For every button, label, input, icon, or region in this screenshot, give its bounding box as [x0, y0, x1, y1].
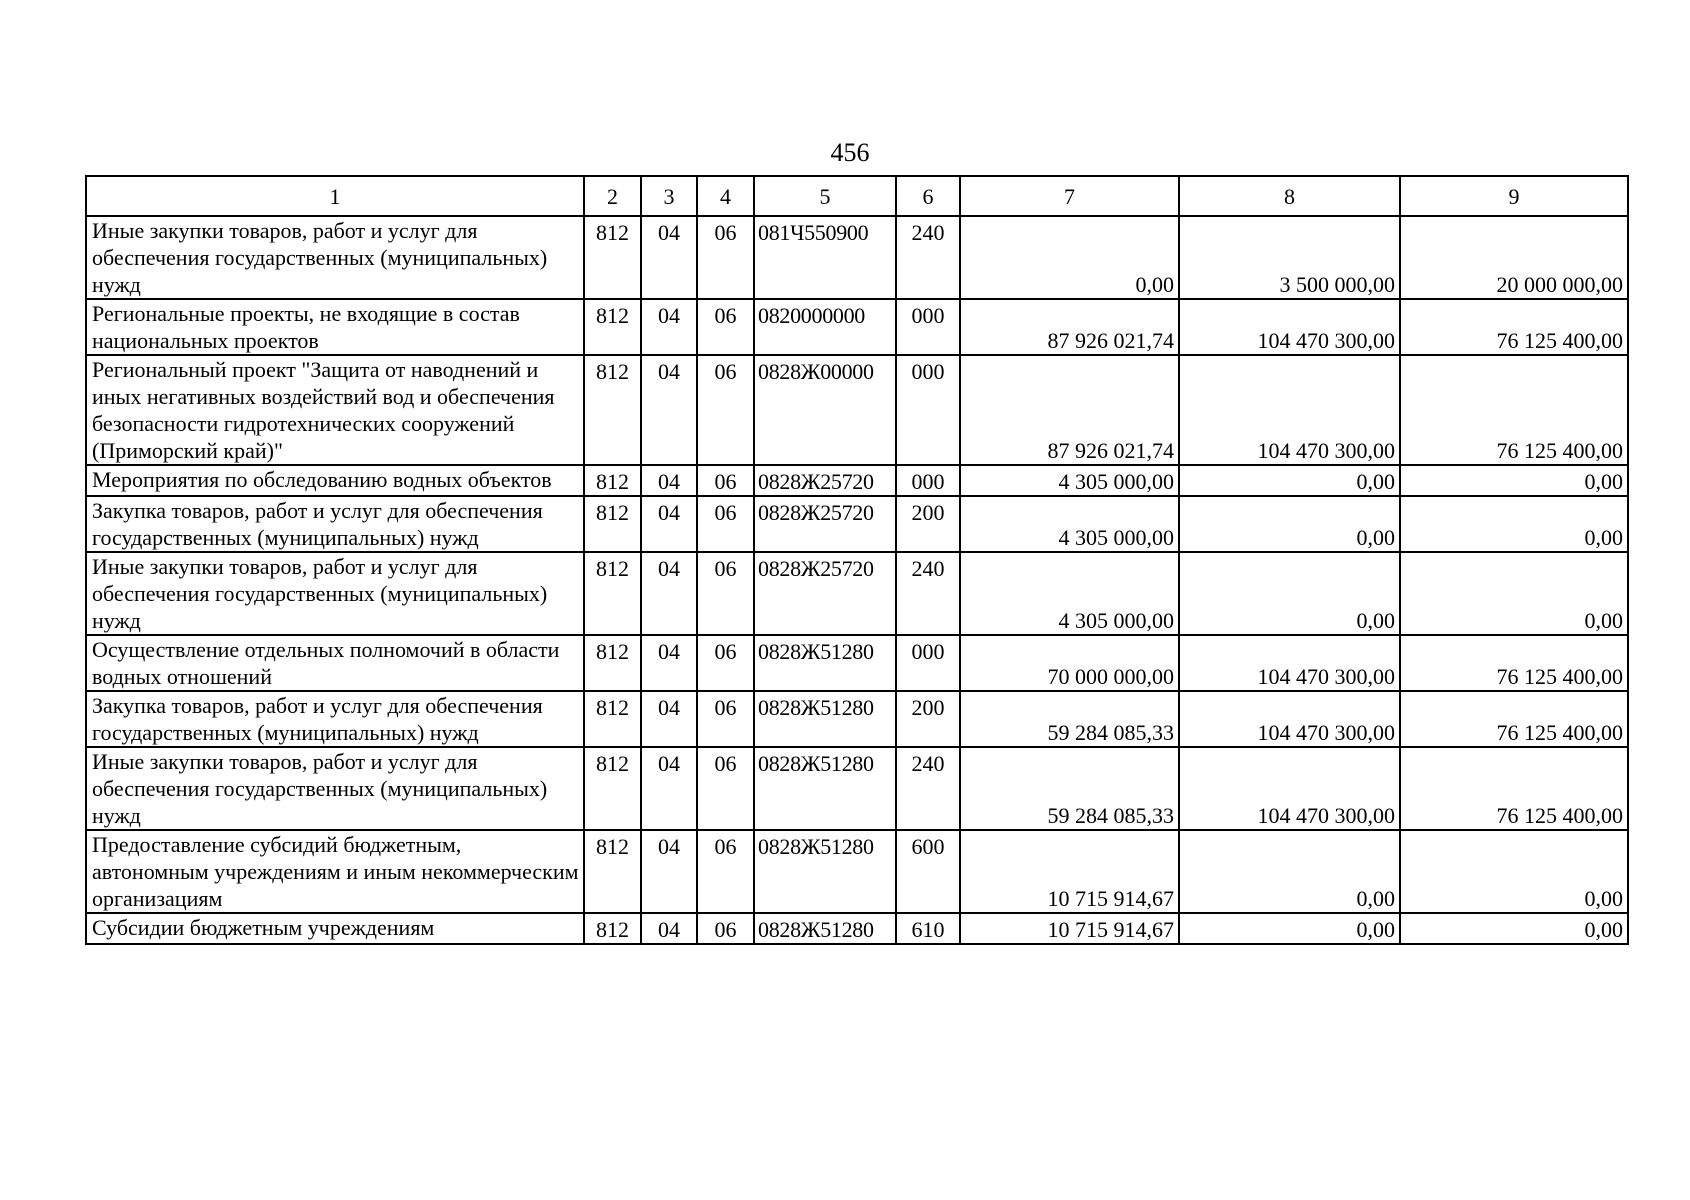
expense-name: Региональные проекты, не входящие в состав национальных проектов	[86, 299, 584, 355]
table-header	[86, 176, 1628, 216]
subsection-code: 06	[697, 496, 754, 552]
table-row	[86, 830, 1628, 913]
expense-type-code: 000	[896, 355, 960, 465]
target-article-code: 0828Ж25720	[754, 552, 896, 635]
column-header: 2	[584, 176, 641, 216]
expense-type-code: 000	[896, 299, 960, 355]
amount-year-1: 4 305 000,00	[960, 465, 1179, 496]
amount-year-1: 10 715 914,67	[960, 913, 1179, 944]
expense-type-code: 240	[896, 216, 960, 299]
expense-name: Мероприятия по обследованию водных объектов	[86, 465, 584, 496]
target-article-code: 0828Ж25720	[754, 496, 896, 552]
table-row	[86, 355, 1628, 465]
ministry-code: 812	[584, 830, 641, 913]
target-article-code: 081Ч550900	[754, 216, 896, 299]
expense-type-code: 000	[896, 635, 960, 691]
expense-name: Иные закупки товаров, работ и услуг для обеспечения государственных (муниципальных) нужд	[86, 552, 584, 635]
subsection-code: 06	[697, 913, 754, 944]
ministry-code: 812	[584, 552, 641, 635]
section-code: 04	[641, 465, 697, 496]
table-row	[86, 747, 1628, 830]
ministry-code: 812	[584, 913, 641, 944]
budget-table	[85, 175, 1629, 945]
amount-year-1: 59 284 085,33	[960, 691, 1179, 747]
expense-name: Осуществление отдельных полномочий в области водных отношений	[86, 635, 584, 691]
table-body	[86, 216, 1628, 944]
table-row	[86, 635, 1628, 691]
amount-year-1: 59 284 085,33	[960, 747, 1179, 830]
ministry-code: 812	[584, 635, 641, 691]
ministry-code: 812	[584, 496, 641, 552]
amount-year-2: 0,00	[1179, 830, 1400, 913]
section-code: 04	[641, 830, 697, 913]
expense-name: Закупка товаров, работ и услуг для обеспечения государственных (муниципальных) нужд	[86, 691, 584, 747]
amount-year-1: 0,00	[960, 216, 1179, 299]
expense-name: Предоставление субсидий бюджетным, автономным учреждениям и иным некоммерческим организациям	[86, 830, 584, 913]
section-code: 04	[641, 913, 697, 944]
amount-year-2: 3 500 000,00	[1179, 216, 1400, 299]
target-article-code: 0828Ж25720	[754, 465, 896, 496]
amount-year-3: 0,00	[1400, 913, 1628, 944]
table-row	[86, 496, 1628, 552]
amount-year-1: 4 305 000,00	[960, 496, 1179, 552]
amount-year-3: 76 125 400,00	[1400, 355, 1628, 465]
amount-year-3: 76 125 400,00	[1400, 747, 1628, 830]
expense-name: Субсидии бюджетным учреждениям	[86, 913, 584, 944]
table-row	[86, 691, 1628, 747]
amount-year-2: 104 470 300,00	[1179, 635, 1400, 691]
table-row	[86, 216, 1628, 299]
amount-year-3: 0,00	[1400, 496, 1628, 552]
expense-type-code: 610	[896, 913, 960, 944]
table-row	[86, 299, 1628, 355]
amount-year-3: 0,00	[1400, 552, 1628, 635]
amount-year-2: 0,00	[1179, 913, 1400, 944]
column-header: 6	[896, 176, 960, 216]
column-header: 8	[1179, 176, 1400, 216]
amount-year-3: 76 125 400,00	[1400, 691, 1628, 747]
section-code: 04	[641, 496, 697, 552]
amount-year-2: 104 470 300,00	[1179, 299, 1400, 355]
amount-year-1: 87 926 021,74	[960, 355, 1179, 465]
subsection-code: 06	[697, 465, 754, 496]
amount-year-1: 4 305 000,00	[960, 552, 1179, 635]
column-header: 1	[86, 176, 584, 216]
expense-type-code: 200	[896, 496, 960, 552]
target-article-code: 0828Ж00000	[754, 355, 896, 465]
section-code: 04	[641, 552, 697, 635]
expense-name: Иные закупки товаров, работ и услуг для обеспечения государственных (муниципальных) нужд	[86, 747, 584, 830]
target-article-code: 0828Ж51280	[754, 691, 896, 747]
page-number: 456	[830, 138, 870, 167]
amount-year-3: 76 125 400,00	[1400, 299, 1628, 355]
header-row	[86, 176, 1628, 216]
ministry-code: 812	[584, 691, 641, 747]
amount-year-2: 104 470 300,00	[1179, 355, 1400, 465]
column-header: 9	[1400, 176, 1628, 216]
amount-year-2: 0,00	[1179, 496, 1400, 552]
section-code: 04	[641, 216, 697, 299]
expense-name: Иные закупки товаров, работ и услуг для обеспечения государственных (муниципальных) нужд	[86, 216, 584, 299]
ministry-code: 812	[584, 299, 641, 355]
subsection-code: 06	[697, 299, 754, 355]
subsection-code: 06	[697, 355, 754, 465]
section-code: 04	[641, 635, 697, 691]
amount-year-2: 0,00	[1179, 465, 1400, 496]
subsection-code: 06	[697, 691, 754, 747]
expense-name: Региональный проект "Защита от наводнений и иных негативных воздействий вод и обеспечения безопасности гидротехнических сооружений (Приморский край)"	[86, 355, 584, 465]
target-article-code: 0828Ж51280	[754, 913, 896, 944]
target-article-code: 0828Ж51280	[754, 747, 896, 830]
expense-name: Закупка товаров, работ и услуг для обеспечения государственных (муниципальных) нужд	[86, 496, 584, 552]
target-article-code: 0820000000	[754, 299, 896, 355]
subsection-code: 06	[697, 747, 754, 830]
target-article-code: 0828Ж51280	[754, 635, 896, 691]
section-code: 04	[641, 355, 697, 465]
amount-year-3: 0,00	[1400, 465, 1628, 496]
expense-type-code: 600	[896, 830, 960, 913]
table-row	[86, 552, 1628, 635]
subsection-code: 06	[697, 830, 754, 913]
ministry-code: 812	[584, 355, 641, 465]
amount-year-3: 0,00	[1400, 830, 1628, 913]
subsection-code: 06	[697, 552, 754, 635]
ministry-code: 812	[584, 216, 641, 299]
column-header: 3	[641, 176, 697, 216]
amount-year-3: 76 125 400,00	[1400, 635, 1628, 691]
ministry-code: 812	[584, 465, 641, 496]
expense-type-code: 000	[896, 465, 960, 496]
section-code: 04	[641, 747, 697, 830]
expense-type-code: 200	[896, 691, 960, 747]
subsection-code: 06	[697, 216, 754, 299]
amount-year-2: 104 470 300,00	[1179, 691, 1400, 747]
column-header: 7	[960, 176, 1179, 216]
column-header: 5	[754, 176, 896, 216]
section-code: 04	[641, 299, 697, 355]
expense-type-code: 240	[896, 552, 960, 635]
amount-year-1: 87 926 021,74	[960, 299, 1179, 355]
table-row	[86, 913, 1628, 944]
target-article-code: 0828Ж51280	[754, 830, 896, 913]
column-header: 4	[697, 176, 754, 216]
expense-type-code: 240	[896, 747, 960, 830]
ministry-code: 812	[584, 747, 641, 830]
table-row	[86, 465, 1628, 496]
amount-year-2: 0,00	[1179, 552, 1400, 635]
section-code: 04	[641, 691, 697, 747]
amount-year-3: 20 000 000,00	[1400, 216, 1628, 299]
amount-year-1: 10 715 914,67	[960, 830, 1179, 913]
amount-year-1: 70 000 000,00	[960, 635, 1179, 691]
subsection-code: 06	[697, 635, 754, 691]
amount-year-2: 104 470 300,00	[1179, 747, 1400, 830]
